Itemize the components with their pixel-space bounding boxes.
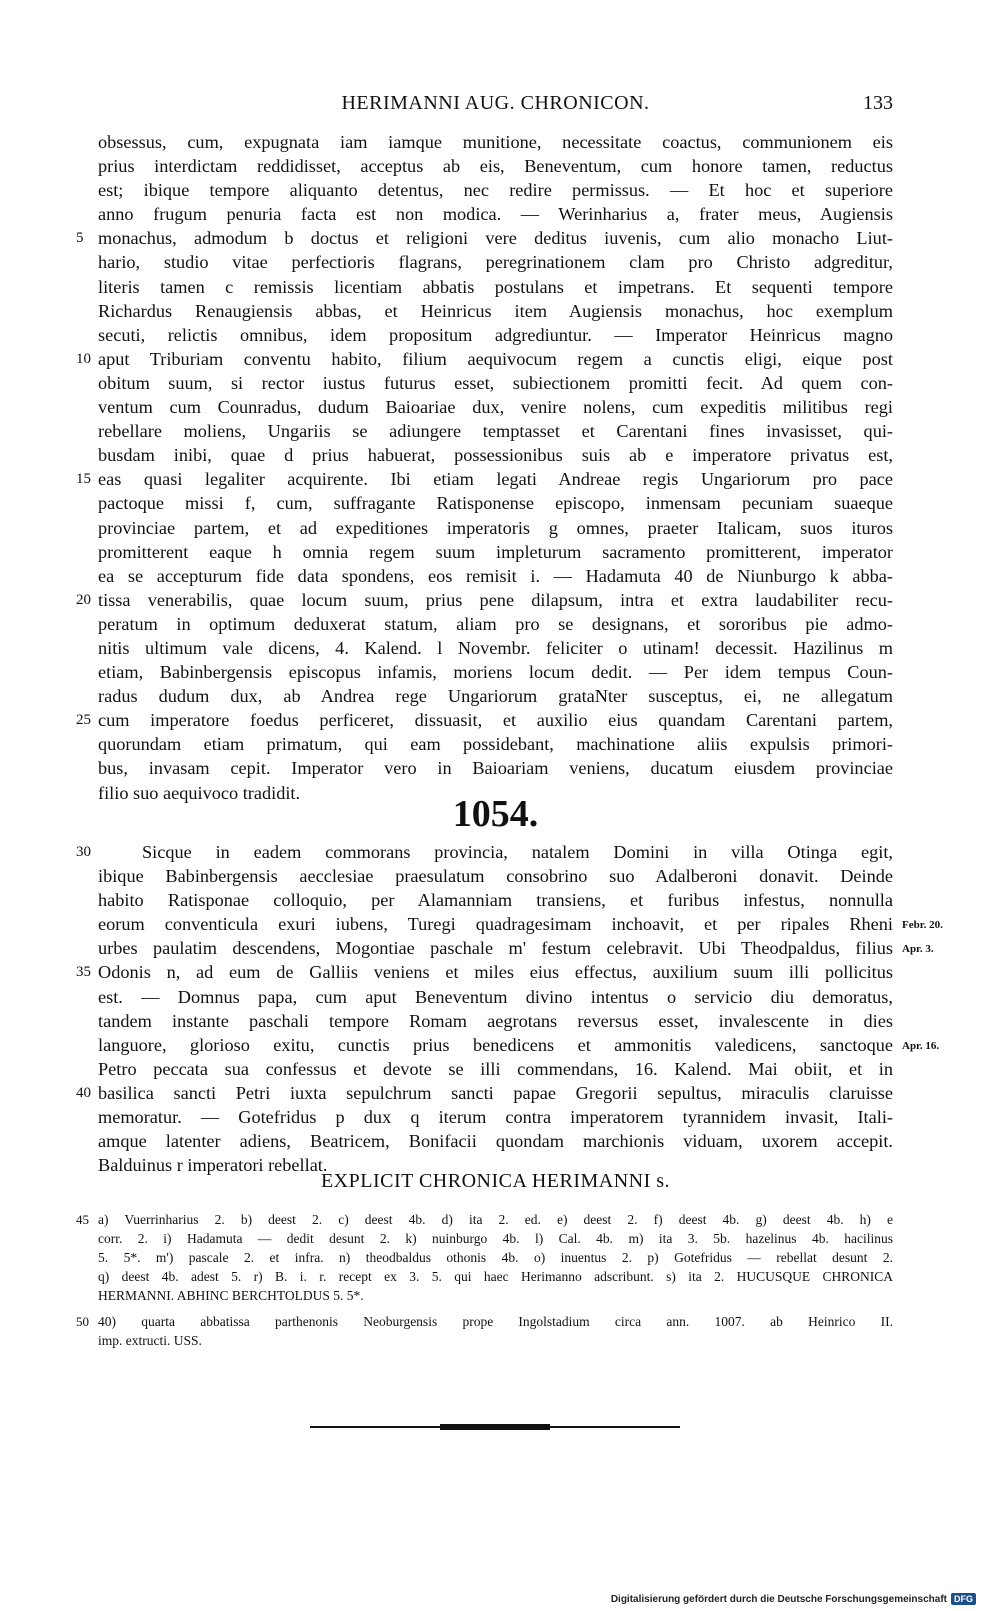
line-text: imp. extructi. USS. [98,1333,202,1348]
line-text: quorundam etiam primatum, qui eam possidebant, machinatione aliis expulsis primori- [98,734,893,755]
line-number: 35 [76,964,91,981]
commentary-line [76,1312,893,1331]
main-text-lower [76,840,943,1177]
page-number: 133 [863,92,893,114]
main-text-upper [76,130,893,805]
line-number: 5 [76,230,84,247]
text-line [98,684,893,708]
line-text: cum imperatore foedus perficeret, dissuasit, et auxilio eius quandam Carentani partem, [98,710,893,731]
line-text: provinciae partem, et ad expeditiones imperatoris g omnes, praeter Italicam, suos ituros [98,517,893,538]
line-text: obitum suum, si rector iustus futurus esset, subiectionem promitti fecit. Ad quem con- [98,372,893,393]
text-line [98,516,893,540]
line-text: literis tamen c remissis licentiam abbatis postulans et impetrans. Et sequenti tempore [98,276,893,297]
line-text: radus dudum dux, ab Andrea rege Ungariorum grataNter susceptus, ei, ne allegatum [98,686,893,707]
line-number: 50 [76,1314,89,1329]
text-line [98,154,893,178]
apparatus-line [98,1286,893,1305]
digitization-credit [611,1593,976,1605]
margin-date-note: Apr. 16. [902,1039,940,1052]
apparatus-line [98,1267,893,1286]
year-heading: 1054. [452,793,539,835]
text-line [76,960,893,984]
text-line [98,299,893,323]
text-line [98,1009,893,1033]
text-line [98,130,893,154]
running-title: HERIMANNI AUG. CHRONICON. [341,92,650,114]
text-line [98,491,893,515]
line-text: corr. 2. i) Hadamuta — dedit desunt 2. k) nuinburgo 4b. l) Cal. 4b. m) ita 3. 5b. hazelinus 4b. hacilinus [98,1231,893,1246]
line-text: nitis ultimum vale dicens, 4. Kalend. l Novembr. feliciter o utinam! decessit. Hazilinus m [98,637,893,658]
text-line [98,443,893,467]
line-text: monachus, admodum b doctus et religioni vere deditus iuvenis, cum alio monacho Liut- [98,228,893,249]
text-line [98,1057,893,1081]
text-line [98,395,893,419]
page-header [98,92,893,122]
text-line [76,226,893,250]
text-line [76,708,893,732]
margin-date-note: Apr. 3. [902,943,934,956]
text-line [98,660,893,684]
line-text: promitterent eaque h omnia regem suum impleturum sacramento promitterent, imperator [98,541,893,562]
line-text: Sicque in eadem commorans provincia, natalem Domini in villa Otinga egit, [142,842,893,862]
text-line [98,888,893,912]
line-text: secuti, relictis omnibus, idem propositum adgrediuntur. — Imperator Heinricus magno [98,324,893,345]
dfg-logo-icon: DFG [951,1593,976,1605]
line-text: prius interdictam reddidisset, acceptus ab eis, Beneventum, cum honore tamen, reductus [98,156,893,177]
apparatus-line [98,1248,893,1267]
apparatus-line [98,1229,893,1248]
text-line [98,732,893,756]
text-line [98,1105,893,1129]
text-line [98,371,893,395]
line-text: busdam inibi, quae d prius habuerat, possessionibus suis ab e imperatore privatus est, [98,445,893,466]
apparatus-line [76,1210,893,1229]
line-text: bus, invasam cepit. Imperator vero in Baioariam veniens, ducatum eiusdem provinciae [98,758,893,779]
line-text: hario, studio vitae perfectioris flagrans, peregrinationem clam pro Christo adgreditur, [98,252,893,273]
line-text: amque latenter adiens, Beatricem, Bonifacii quondam marchionis viduam, uxorem accepit. [98,1131,893,1152]
line-number: 25 [76,712,91,729]
line-text: a) Vuerrinharius 2. b) deest 2. c) deest 4b. d) ita 2. ed. e) deest 2. f) deest 4b. g) deest 4b. h) e [98,1212,893,1227]
line-number: 40 [76,1084,91,1101]
line-text: est. — Domnus papa, cum aput Beneventum divino intentus o servicio diu demoratus, [98,986,893,1007]
line-text: urbes paulatim descendens, Mogontiae paschale m' festum celebravit. Ubi Theodpaldus, filius [98,938,893,959]
line-text: rebellare moliens, Ungariis se adiungere temptasset et Carentani fines invasisset, qui- [98,421,893,442]
line-text: etiam, Babinbergensis episcopus infamis, moriens locum dedit. — Per idem tempus Coun- [98,662,893,683]
text-line [76,467,893,491]
text-line [98,202,893,226]
text-line [76,347,893,371]
line-text: Balduinus r imperatori rebellat. [98,1155,328,1176]
line-text: est; ibique tempore aliquanto detentus, nec redire permissus. — Et hoc et superiore [98,180,893,201]
line-text: eorum conventicula exuri iubens, Turegi quadragesimam inchoavit, et per ripales Rheni [98,914,893,935]
line-text: 40) quarta abbatissa parthenonis Neoburgensis prope Ingolstadium circa ann. 1007. ab Heinrico II. [98,1314,893,1329]
commentary-line [98,1331,893,1350]
critical-apparatus [76,1210,893,1305]
explicit-line: EXPLICIT CHRONICA HERIMANNI s. [320,1170,671,1192]
text-line [98,323,893,347]
line-text: peratum in optimum deduxerat statum, aliam pro se designans, et sororibus pie admo- [98,613,893,634]
text-line [76,1081,893,1105]
text-line [98,1033,940,1057]
text-line [98,864,893,888]
line-text: q) deest 4b. adest 5. r) B. i. r. recept ex 3. 5. qui haec Herimanno adscribunt. s) ita 2. HUCUSQUE CHRONICA [98,1269,893,1284]
line-number: 30 [76,844,91,860]
credit-text: Digitalisierung gefördert durch die Deutsche Forschungsgemeinschaft [610,1593,947,1605]
text-line [98,275,893,299]
line-text: HERMANNI. ABHINC BERCHTOLDUS 5. 5*. [98,1288,364,1303]
text-line [98,912,943,936]
line-text: filio suo aequivoco tradidit. [98,782,301,803]
line-text: ibique Babinbergensis aecclesiae praesulatum consobrino suo Adalberoni donavit. Deinde [98,866,893,887]
text-line [98,419,893,443]
line-number: 15 [76,471,91,488]
text-line [98,250,893,274]
line-text: pactoque missi f, cum, suffragante Ratisponense episcopo, inmensam pecuniam suaeque [98,493,893,514]
line-text: 5. 5*. m') pascale 2. et infra. n) theodbaldus othonis 4b. o) inuentus 2. p) Gotefridus — rebellat desunt 2. [98,1250,893,1265]
line-text: aput Triburiam conventu habito, filium aequivocum regem a cunctis eligi, eique post [98,348,893,369]
text-line [98,936,934,960]
line-text: ea se accepturum fide data spondens, eos remisit i. — Hadamuta 40 de Niunburgo k abba- [98,565,893,586]
separator-rule-center [440,1424,550,1430]
text-line [98,756,893,780]
line-number: 10 [76,350,91,367]
line-text: tissa venerabilis, quae locum suum, prius pene dilapsum, intra et extra laudabiliter recu- [98,589,893,610]
line-text: Petro peccata sua confessus et devote se illi commendans, 16. Kalend. Mai obiit, et in [98,1058,893,1079]
line-text: obsessus, cum, expugnata iam iamque munitione, necessitate coactus, communionem eis [98,132,893,152]
line-text: languore, glorioso exitu, cunctis prius benedicens et ammonitis valedicens, sanctoque [98,1034,893,1055]
text-line [76,588,893,612]
text-line [98,1129,893,1153]
line-text: Odonis n, ad eum de Galliis veniens et miles eius effectus, auxilium suum illi pollicitus [98,962,893,983]
line-text: habito Ratisponae colloquio, per Alamanniam transiens, et furibus infestus, nonnulla [98,890,893,911]
line-text: memoratur. — Gotefridus p dux q iterum contra imperatorem tyrannidem invasit, Itali- [98,1107,893,1128]
line-text: eas quasi legaliter acquirente. Ibi etiam legati Andreae regis Ungariorum pro pace [98,469,893,490]
line-text: tandem instante paschali tempore Romam aegrotans reversus esset, invalescente in dies [98,1010,893,1031]
text-line [98,985,893,1009]
commentary-notes [76,1312,893,1350]
line-text: basilica sancti Petri iuxta sepulchrum sancti papae Gregorii sepultus, miraculis claruisse [98,1082,893,1103]
text-line [98,178,893,202]
margin-date-note: Febr. 20. [902,919,943,932]
text-line [98,636,893,660]
line-text: Richardus Renaugiensis abbas, et Heinricus item Augiensis monachus, hoc exemplum [98,300,893,321]
line-text: ventum cum Counradus, dudum Baioariae dux, venire nolens, cum expeditis militibus regi [98,397,893,418]
text-line [98,612,893,636]
line-number: 20 [76,591,91,608]
text-line [98,564,893,588]
line-text: anno frugum penuria facta est non modica. — Werinharius a, frater meus, Augiensis [98,204,893,225]
text-line [98,540,893,564]
line-number: 45 [76,1212,89,1227]
text-line [76,840,893,864]
